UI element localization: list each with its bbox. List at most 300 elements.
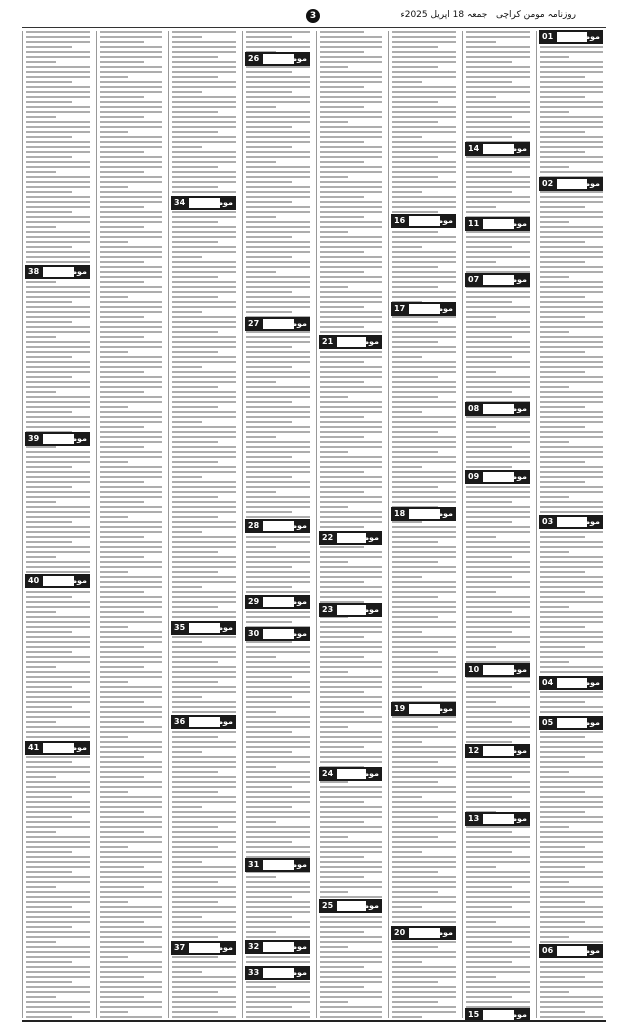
text-line: [392, 256, 456, 258]
text-line: [320, 691, 364, 693]
text-line: [172, 421, 202, 423]
text-line: [26, 551, 90, 553]
text-line: [466, 961, 512, 963]
text-line: [320, 951, 382, 953]
text-line: [26, 366, 90, 368]
text-line: [100, 261, 144, 263]
text-line: [466, 836, 530, 838]
ad-number-box: [319, 335, 382, 349]
text-line: [540, 106, 603, 108]
text-line: [466, 306, 530, 308]
text-line: [540, 696, 603, 698]
text-line: [540, 891, 603, 893]
text-line: [172, 396, 236, 398]
text-line: [26, 716, 90, 718]
text-line: [320, 96, 382, 98]
text-line: [466, 266, 530, 268]
text-line: [26, 506, 90, 508]
text-line: [466, 606, 530, 608]
text-line: [246, 901, 310, 903]
text-line: [100, 446, 144, 448]
text-line: [320, 136, 382, 138]
text-line: [246, 371, 310, 373]
text-line: [246, 656, 276, 658]
text-line: [100, 701, 144, 703]
text-line: [466, 361, 530, 363]
text-line: [466, 211, 530, 213]
text-line: [26, 371, 90, 373]
text-line: [246, 586, 292, 588]
text-line: [26, 76, 90, 78]
text-line: [100, 866, 144, 868]
text-line: [392, 821, 456, 823]
text-line: [100, 51, 162, 53]
text-line: [26, 646, 90, 648]
text-line: [320, 491, 364, 493]
text-line: [320, 381, 364, 383]
ad-number-box: [465, 663, 530, 677]
text-line: [540, 51, 603, 53]
ad-number: 33: [248, 968, 260, 977]
text-line: [540, 906, 603, 908]
text-line: [466, 981, 530, 983]
text-line: [540, 481, 585, 483]
text-line: [172, 401, 236, 403]
text-line: [246, 926, 310, 928]
text-line: [172, 731, 236, 733]
text-line: [100, 296, 128, 298]
text-line: [320, 471, 364, 473]
text-line: [172, 876, 236, 878]
text-line: [540, 101, 603, 103]
text-line: [246, 406, 310, 408]
text-line: [100, 281, 144, 283]
text-line: [100, 941, 144, 943]
text-column: [96, 31, 165, 1018]
text-line: [320, 581, 364, 583]
text-line: [466, 61, 512, 63]
text-line: [100, 501, 144, 503]
text-line: [100, 341, 162, 343]
text-line: [320, 66, 348, 68]
text-line: [466, 336, 512, 338]
text-line: [100, 626, 128, 628]
text-line: [100, 906, 162, 908]
text-line: [540, 551, 569, 553]
text-line: [466, 161, 530, 163]
text-line: [466, 706, 530, 708]
text-line: [172, 461, 218, 463]
text-line: [466, 866, 496, 868]
ad-number: 17: [394, 304, 406, 313]
text-line: [26, 681, 90, 683]
text-line: [26, 866, 90, 868]
text-line: [392, 881, 456, 883]
ad-number-box: [465, 744, 530, 758]
text-line: [540, 646, 585, 648]
text-line: [392, 41, 456, 43]
text-line: [246, 431, 310, 433]
text-line: [540, 221, 569, 223]
text-line: [26, 951, 90, 953]
text-line: [320, 791, 382, 793]
text-line: [466, 951, 530, 953]
text-line: [172, 81, 236, 83]
text-line: [320, 926, 382, 928]
text-line: [246, 81, 310, 83]
ad-number-box: [319, 531, 382, 545]
text-line: [466, 766, 530, 768]
text-line: [392, 396, 438, 398]
column-body-text: [466, 31, 530, 1018]
text-line: [320, 496, 382, 498]
text-line: [100, 751, 162, 753]
ad-number-box: [465, 217, 530, 231]
text-line: [246, 476, 292, 478]
text-line: [540, 406, 585, 408]
text-line: [100, 401, 162, 403]
text-line: [320, 466, 382, 468]
text-line: [540, 546, 603, 548]
text-line: [392, 236, 456, 238]
text-line: [172, 281, 236, 283]
text-line: [320, 726, 348, 728]
text-line: [100, 786, 162, 788]
text-line: [100, 1011, 128, 1013]
text-line: [26, 396, 90, 398]
text-line: [392, 756, 456, 758]
text-line: [246, 736, 310, 738]
text-line: [466, 851, 512, 853]
text-line: [320, 806, 382, 808]
text-line: [100, 831, 144, 833]
text-line: [172, 556, 236, 558]
text-line: [26, 521, 72, 523]
text-line: [466, 861, 530, 863]
text-line: [246, 651, 310, 653]
text-line: [540, 506, 603, 508]
text-line: [246, 196, 310, 198]
text-line: [392, 561, 438, 563]
ad-number-box: [25, 432, 90, 446]
text-line: [392, 211, 438, 213]
text-line: [392, 811, 456, 813]
text-line: [320, 166, 382, 168]
text-line: [100, 441, 162, 443]
text-line: [26, 166, 90, 168]
text-line: [172, 106, 236, 108]
text-line: [392, 611, 456, 613]
text-line: [320, 916, 382, 918]
text-line: [320, 86, 364, 88]
text-line: [392, 911, 456, 913]
text-line: [100, 546, 162, 548]
text-line: [172, 316, 236, 318]
text-line: [392, 176, 438, 178]
text-line: [26, 106, 90, 108]
text-line: [540, 166, 569, 168]
text-line: [320, 566, 382, 568]
text-line: [320, 576, 382, 578]
text-line: [26, 791, 90, 793]
text-line: [466, 166, 530, 168]
text-line: [392, 411, 422, 413]
text-line: [466, 521, 512, 523]
text-line: [26, 101, 72, 103]
text-line: [26, 331, 90, 333]
text-line: [100, 486, 162, 488]
text-line: [172, 576, 236, 578]
text-line: [392, 781, 438, 783]
text-line: [100, 771, 162, 773]
text-line: [172, 911, 236, 913]
text-line: [466, 956, 530, 958]
text-line: [466, 76, 530, 78]
text-line: [392, 336, 456, 338]
text-line: [26, 556, 56, 558]
text-line: [392, 966, 456, 968]
text-line: [172, 666, 236, 668]
text-line: [466, 301, 512, 303]
text-line: [466, 891, 530, 893]
text-line: [320, 271, 364, 273]
text-line: [172, 681, 218, 683]
text-line: [540, 421, 603, 423]
text-line: [100, 696, 162, 698]
text-line: [100, 466, 162, 468]
text-line: [392, 106, 456, 108]
text-line: [392, 191, 422, 193]
text-line: [172, 96, 236, 98]
text-line: [466, 601, 530, 603]
ad-number: 32: [248, 942, 260, 951]
text-line: [392, 186, 456, 188]
text-line: [26, 1006, 90, 1008]
text-line: [172, 826, 218, 828]
text-line: [246, 116, 310, 118]
text-line: [26, 816, 72, 818]
text-line: [320, 41, 382, 43]
text-line: [172, 1016, 236, 1018]
text-line: [466, 296, 530, 298]
text-line: [320, 511, 382, 513]
text-line: [320, 446, 382, 448]
text-line: [392, 206, 456, 208]
text-line: [100, 216, 162, 218]
text-line: [392, 951, 456, 953]
text-line: [540, 371, 585, 373]
text-line: [100, 291, 162, 293]
text-line: [392, 196, 456, 198]
text-line: [320, 741, 382, 743]
text-line: [26, 381, 90, 383]
text-line: [392, 321, 438, 323]
text-line: [320, 751, 382, 753]
ad-number-box: [171, 715, 236, 729]
text-line: [466, 681, 530, 683]
text-line: [540, 596, 603, 598]
text-line: [100, 536, 144, 538]
text-line: [26, 811, 90, 813]
text-line: [466, 881, 530, 883]
text-line: [466, 256, 530, 258]
text-line: [466, 741, 512, 743]
text-line: [392, 1011, 456, 1013]
text-line: [392, 406, 456, 408]
text-line: [320, 406, 382, 408]
text-line: [540, 941, 603, 943]
ad-number: 16: [394, 216, 406, 225]
text-line: [100, 396, 162, 398]
text-line: [246, 771, 310, 773]
text-line: [392, 391, 456, 393]
text-line: [26, 251, 90, 253]
text-line: [100, 936, 162, 938]
text-line: [172, 291, 236, 293]
text-line: [100, 256, 162, 258]
text-line: [246, 711, 276, 713]
text-line: [320, 976, 382, 978]
text-line: [392, 726, 438, 728]
text-line: [320, 321, 382, 323]
text-line: [246, 556, 310, 558]
text-line: [540, 866, 585, 868]
text-line: [392, 981, 438, 983]
text-line: [26, 56, 90, 58]
text-line: [320, 251, 364, 253]
text-line: [172, 481, 236, 483]
ad-number: 05: [542, 718, 554, 727]
text-line: [100, 1001, 162, 1003]
text-line: [246, 416, 310, 418]
text-line: [392, 1016, 422, 1018]
text-line: [26, 466, 72, 468]
text-line: [246, 991, 310, 993]
text-line: [540, 446, 603, 448]
text-line: [320, 996, 382, 998]
text-line: [320, 56, 382, 58]
ad-number-box: [171, 941, 236, 955]
text-line: [540, 846, 585, 848]
text-line: [172, 536, 236, 538]
text-line: [540, 611, 603, 613]
text-line: [172, 176, 236, 178]
text-line: [392, 296, 456, 298]
text-line: [320, 811, 382, 813]
text-line: [320, 986, 364, 988]
text-line: [100, 911, 162, 913]
text-line: [466, 261, 496, 263]
text-line: [246, 31, 310, 33]
text-line: [246, 881, 310, 883]
text-line: [172, 771, 218, 773]
text-line: [26, 606, 90, 608]
text-line: [540, 831, 603, 833]
text-line: [26, 91, 90, 93]
text-line: [320, 586, 382, 588]
text-line: [466, 71, 530, 73]
text-line: [466, 801, 530, 803]
text-line: [100, 686, 162, 688]
text-line: [540, 901, 585, 903]
text-line: [172, 126, 236, 128]
text-line: [172, 1006, 236, 1008]
text-line: [246, 896, 292, 898]
ad-number: 39: [28, 434, 40, 443]
text-line: [26, 146, 90, 148]
text-line: [320, 841, 382, 843]
text-line: [392, 536, 456, 538]
text-line: [320, 151, 382, 153]
text-line: [26, 661, 90, 663]
text-line: [392, 736, 456, 738]
text-line: [392, 671, 438, 673]
ad-number: 31: [248, 860, 260, 869]
text-line: [392, 126, 456, 128]
text-line: [392, 141, 456, 143]
text-line: [26, 781, 90, 783]
text-line: [172, 871, 236, 873]
text-line: [320, 681, 382, 683]
text-line: [172, 256, 202, 258]
text-line: [320, 646, 382, 648]
text-line: [100, 326, 162, 328]
text-line: [466, 641, 530, 643]
text-line: [466, 911, 530, 913]
text-line: [392, 551, 456, 553]
text-line: [26, 771, 90, 773]
text-line: [172, 751, 202, 753]
text-line: [26, 821, 90, 823]
text-line: [392, 916, 456, 918]
ad-title: مومن: [356, 901, 379, 910]
text-line: [246, 341, 310, 343]
text-line: [172, 416, 236, 418]
text-line: [26, 86, 90, 88]
text-line: [320, 361, 364, 363]
text-line: [246, 41, 310, 43]
text-line: [246, 236, 292, 238]
text-line: [100, 541, 162, 543]
text-line: [540, 531, 603, 533]
text-line: [172, 656, 236, 658]
text-line: [246, 511, 292, 513]
text-line: [540, 126, 603, 128]
text-line: [540, 981, 603, 983]
text-line: [100, 971, 162, 973]
text-line: [100, 926, 162, 928]
text-line: [100, 781, 162, 783]
text-line: [172, 406, 218, 408]
text-line: [320, 266, 382, 268]
text-line: [172, 686, 236, 688]
text-line: [246, 886, 310, 888]
ad-number: 04: [542, 678, 554, 687]
text-line: [540, 536, 585, 538]
text-line: [246, 761, 310, 763]
text-line: [320, 1011, 382, 1013]
text-line: [172, 801, 236, 803]
text-line: [466, 431, 530, 433]
ad-title: مومن: [430, 509, 453, 518]
text-line: [320, 81, 382, 83]
text-line: [466, 246, 512, 248]
text-line: [100, 136, 162, 138]
text-line: [392, 571, 456, 573]
text-line: [172, 326, 236, 328]
text-line: [466, 576, 512, 578]
text-line: [100, 711, 162, 713]
